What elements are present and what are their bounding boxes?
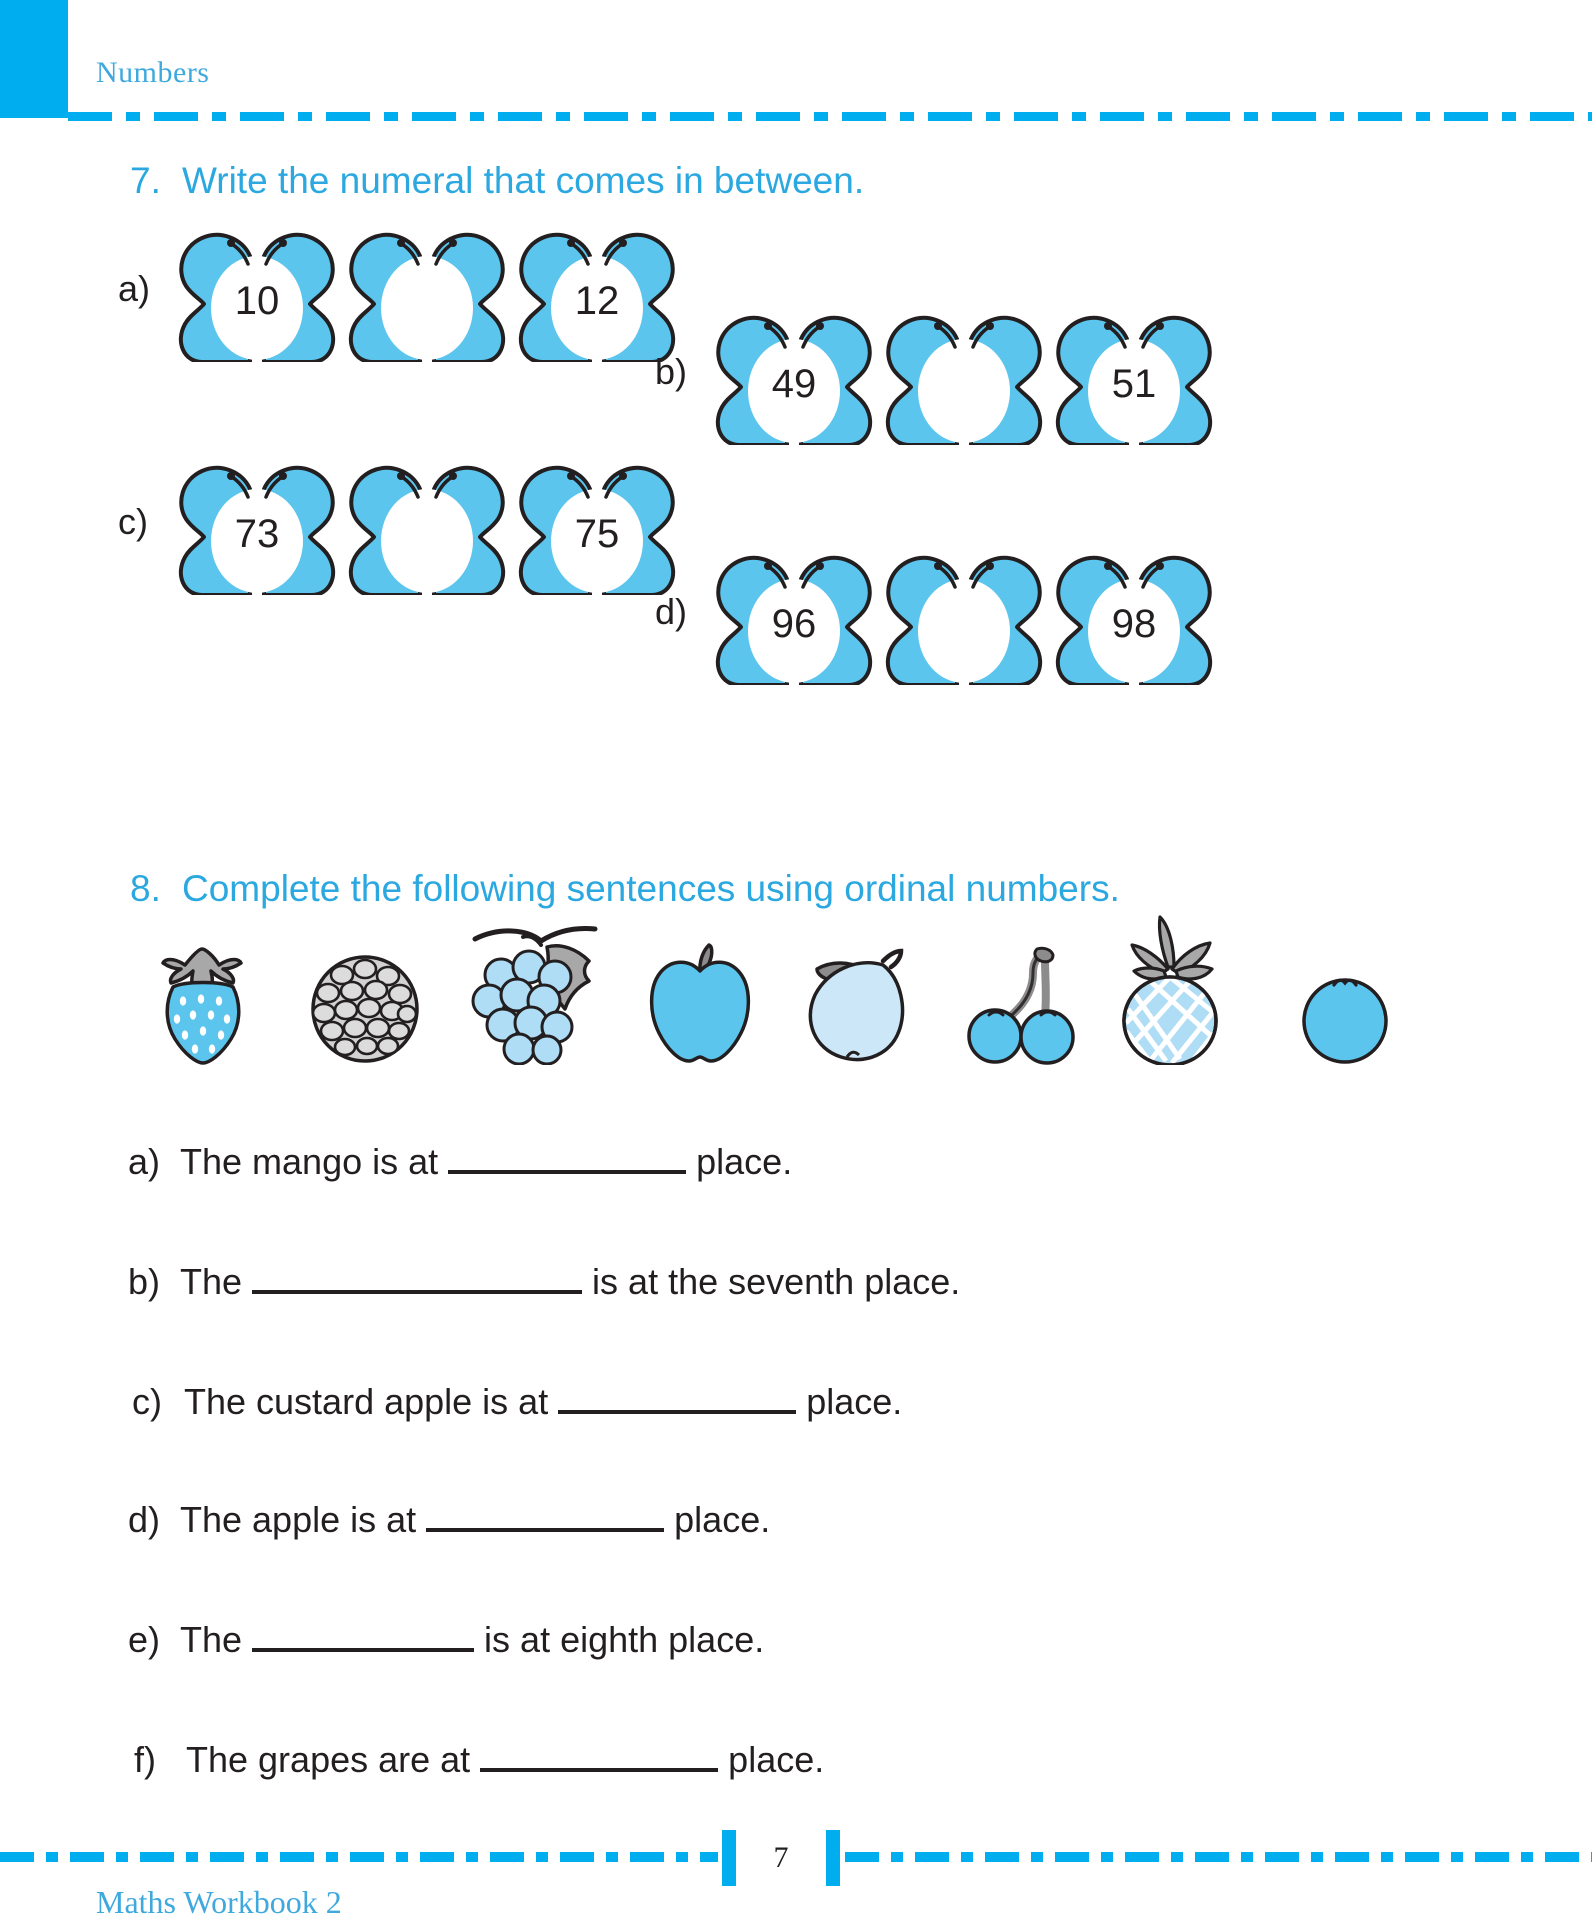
sentence-f-after: place.: [728, 1739, 825, 1780]
butterfly-row-c-label: c): [118, 501, 148, 542]
sentence-a-after: place.: [696, 1141, 793, 1182]
header-accent-tab: [0, 0, 68, 118]
chapter-title: Numbers: [96, 56, 210, 89]
question-8-number: 8.: [130, 868, 161, 909]
butterfly-row-b: [655, 305, 1219, 445]
butterfly-d-3-number: 98: [1111, 601, 1157, 646]
butterfly-b-3-number: 51: [1111, 361, 1157, 406]
cherries-icon: [955, 941, 1081, 1065]
pineapple-icon: [1110, 913, 1230, 1065]
butterfly-icon: [879, 545, 1049, 685]
butterfly-icon: [879, 305, 1049, 445]
butterfly-d-1-number: 96: [771, 601, 817, 646]
butterfly-d-2[interactable]: [879, 545, 1049, 685]
sentence-a-blank[interactable]: [448, 1140, 686, 1174]
page-footer: [0, 1820, 1592, 1920]
page-header: [0, 0, 1592, 128]
butterfly-c-3-number: 75: [574, 511, 620, 556]
sentence-d: [128, 1498, 770, 1541]
butterfly-row-d-label: d): [655, 591, 688, 632]
sentence-b-label: b): [128, 1261, 161, 1302]
question-7-heading: [130, 160, 864, 202]
butterfly-c-2[interactable]: [342, 455, 512, 595]
sentence-a-before: The mango is at: [180, 1141, 439, 1182]
sentence-d-before: The apple is at: [180, 1499, 417, 1540]
sentence-e-after: is at eighth place.: [484, 1619, 765, 1660]
sentence-c-before: The custard apple is at: [184, 1381, 549, 1422]
sentence-b: [128, 1260, 960, 1303]
butterfly-icon: [1049, 545, 1219, 685]
butterfly-b-1-number: 49: [771, 361, 817, 406]
butterfly-row-c: [118, 455, 682, 595]
butterfly-a-1-number: 10: [234, 278, 280, 323]
sentence-b-before: The: [180, 1261, 243, 1302]
mango-icon: [797, 945, 923, 1065]
apple-icon: [645, 941, 755, 1065]
sentence-f-label: f): [134, 1739, 156, 1780]
question-7-text: Write the numeral that comes in between.: [182, 160, 865, 201]
grapes-icon: [465, 923, 615, 1065]
butterfly-c-1-number: 73: [234, 511, 280, 556]
sentence-f-before: The grapes are at: [186, 1739, 471, 1780]
butterfly-row-d: [655, 545, 1219, 685]
butterfly-d-1: [709, 545, 879, 685]
sentence-a: [128, 1140, 792, 1183]
custard-apple-icon: [310, 953, 420, 1065]
blueberry-icon: [1300, 969, 1390, 1065]
butterfly-b-2[interactable]: [879, 305, 1049, 445]
sentence-f: [134, 1738, 824, 1781]
sentence-e: [128, 1618, 764, 1661]
butterfly-icon: [342, 455, 512, 595]
butterfly-d-3: [1049, 545, 1219, 685]
sentence-c: [132, 1380, 902, 1423]
question-8-text: Complete the following sentences using ordinal numbers.: [182, 868, 1120, 909]
butterfly-row-a-label: a): [118, 268, 151, 309]
sentence-e-before: The: [180, 1619, 243, 1660]
sentence-c-blank[interactable]: [558, 1380, 796, 1414]
sentence-d-after: place.: [674, 1499, 771, 1540]
butterfly-icon: [709, 545, 879, 685]
butterfly-c-1: [172, 455, 342, 595]
page-number-box: [722, 1830, 840, 1886]
book-title: Maths Workbook 2: [96, 1884, 342, 1920]
butterfly-a-2[interactable]: [342, 222, 512, 362]
butterfly-b-1: [709, 305, 879, 445]
footer-rule-right: [845, 1852, 1592, 1862]
butterfly-icon: [1049, 305, 1219, 445]
butterfly-a-3-number: 12: [574, 278, 620, 323]
footer-rule-left: [0, 1852, 718, 1862]
sentence-e-blank[interactable]: [252, 1618, 474, 1652]
sentence-c-after: place.: [806, 1381, 903, 1422]
sentence-d-blank[interactable]: [426, 1498, 664, 1532]
sentence-b-blank[interactable]: [252, 1260, 582, 1294]
sentence-f-blank[interactable]: [480, 1738, 718, 1772]
header-divider-rule: [68, 112, 1592, 121]
butterfly-row-b-label: b): [655, 351, 688, 392]
strawberry-icon: [155, 937, 251, 1065]
butterfly-icon: [172, 222, 342, 362]
sentence-e-label: e): [128, 1619, 161, 1660]
page-number: 7: [773, 1841, 789, 1874]
sentence-d-label: d): [128, 1499, 161, 1540]
butterfly-row-a: [118, 222, 682, 362]
question-8-heading: [130, 868, 1120, 910]
butterfly-icon: [342, 222, 512, 362]
sentence-b-after: is at the seventh place.: [592, 1261, 961, 1302]
fruit-sequence-strip: [125, 925, 1445, 1065]
sentence-c-label: c): [132, 1381, 162, 1422]
sentence-a-label: a): [128, 1141, 161, 1182]
butterfly-b-3: [1049, 305, 1219, 445]
butterfly-icon: [709, 305, 879, 445]
butterfly-a-1: [172, 222, 342, 362]
question-7-number: 7.: [130, 160, 161, 201]
butterfly-icon: [172, 455, 342, 595]
